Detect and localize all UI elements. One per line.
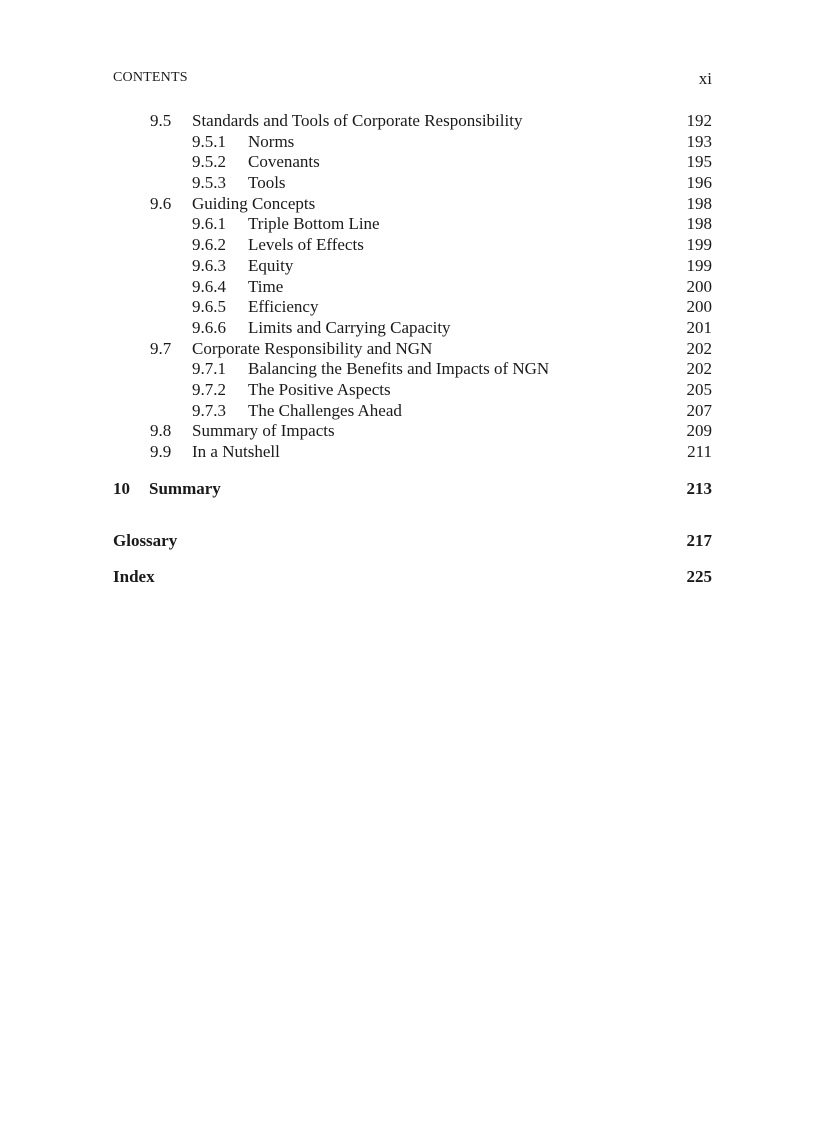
entry-page: 205 [686, 379, 712, 399]
backmatter-title: Index [113, 567, 155, 587]
chapter-title: Summary [149, 478, 221, 498]
entry-number: 9.7 [150, 338, 172, 358]
entry-page: 199 [686, 255, 712, 275]
entry-number: 9.6.3 [192, 255, 226, 275]
entry-title: Covenants [248, 152, 320, 172]
entry-title: Guiding Concepts [192, 193, 316, 213]
entry-page: 192 [686, 111, 712, 130]
entry-number: 9.5.3 [192, 173, 226, 193]
backmatter-page: 225 [686, 567, 712, 587]
entry-title: The Challenges Ahead [248, 400, 402, 420]
entry-number: 9.6.6 [192, 317, 226, 337]
toc-entry-subsection[interactable] [113, 318, 712, 339]
entry-number: 9.6.2 [192, 235, 226, 255]
toc-entry-section[interactable] [113, 194, 712, 215]
spacer [113, 552, 712, 567]
entry-number: 9.6 [150, 193, 172, 213]
entry-number: 9.7.1 [192, 359, 226, 379]
entry-title: Levels of Effects [248, 235, 364, 255]
entry-page: 196 [686, 173, 712, 193]
entry-page: 201 [686, 317, 712, 337]
entry-number: 9.8 [150, 421, 172, 441]
entry-number: 9.6.4 [192, 276, 226, 296]
entry-page: 198 [686, 193, 712, 213]
entry-page: 200 [686, 297, 712, 317]
entry-title: Tools [248, 173, 286, 193]
entry-title: Standards and Tools of Corporate Responsibility [192, 111, 523, 130]
entry-page: 199 [686, 235, 712, 255]
toc-entry-subsection[interactable] [113, 152, 712, 173]
running-head-title: CONTENTS [113, 70, 188, 85]
entry-title: Limits and Carrying Capacity [248, 317, 451, 337]
toc-entry-section[interactable] [113, 442, 712, 463]
entry-number: 9.6.5 [192, 297, 226, 317]
entry-page: 211 [687, 442, 712, 461]
toc-entry-subsection[interactable] [113, 401, 712, 422]
table-of-contents [113, 111, 712, 588]
running-head [113, 70, 712, 90]
entry-number: 9.7.2 [192, 379, 226, 399]
toc-entry-subsection[interactable] [113, 380, 712, 401]
entry-title: The Positive Aspects [248, 379, 391, 399]
toc-entry-subsection[interactable] [113, 277, 712, 298]
toc-entry-index[interactable] [113, 567, 712, 588]
toc-entry-subsection[interactable] [113, 359, 712, 380]
entry-title: Time [248, 276, 284, 296]
backmatter-page: 217 [686, 531, 712, 551]
entry-title: Triple Bottom Line [248, 214, 380, 234]
entry-title: Equity [248, 255, 294, 275]
entry-page: 195 [686, 152, 712, 172]
backmatter-title: Glossary [113, 531, 178, 551]
toc-entry-subsection[interactable] [113, 297, 712, 318]
toc-entry-section[interactable] [113, 421, 712, 442]
toc-entry-subsection[interactable] [113, 132, 712, 153]
spacer [113, 499, 712, 531]
toc-entry-section[interactable] [113, 339, 712, 360]
entry-number: 9.5.2 [192, 152, 226, 172]
entry-page: 209 [686, 421, 712, 441]
entry-title: Efficiency [248, 297, 319, 317]
toc-entry-section[interactable] [113, 111, 712, 132]
entry-page: 193 [686, 131, 712, 151]
toc-entry-subsection[interactable] [113, 235, 712, 256]
page-folio: xi [698, 69, 712, 88]
entry-page: 207 [686, 400, 712, 420]
entry-number: 9.6.1 [192, 214, 226, 234]
toc-entry-chapter[interactable] [113, 479, 712, 500]
entry-title: Norms [248, 131, 295, 151]
entry-page: 202 [686, 359, 712, 379]
chapter-number: 10 [113, 478, 130, 498]
chapter-page: 213 [686, 478, 712, 498]
entry-page: 202 [686, 338, 712, 358]
entry-title: Summary of Impacts [192, 421, 335, 441]
entry-title: Corporate Responsibility and NGN [192, 338, 433, 358]
entry-number: 9.5.1 [192, 131, 226, 151]
toc-entry-subsection[interactable] [113, 173, 712, 194]
entry-title: In a Nutshell [192, 442, 280, 461]
entry-page: 198 [686, 214, 712, 234]
entry-title: Balancing the Benefits and Impacts of NGN [248, 359, 550, 379]
toc-entry-subsection[interactable] [113, 214, 712, 235]
toc-entry-subsection[interactable] [113, 256, 712, 277]
entry-page: 200 [686, 276, 712, 296]
entry-number: 9.9 [150, 442, 172, 461]
toc-entry-glossary[interactable] [113, 531, 712, 552]
entry-number: 9.7.3 [192, 400, 226, 420]
entry-number: 9.5 [150, 111, 172, 130]
